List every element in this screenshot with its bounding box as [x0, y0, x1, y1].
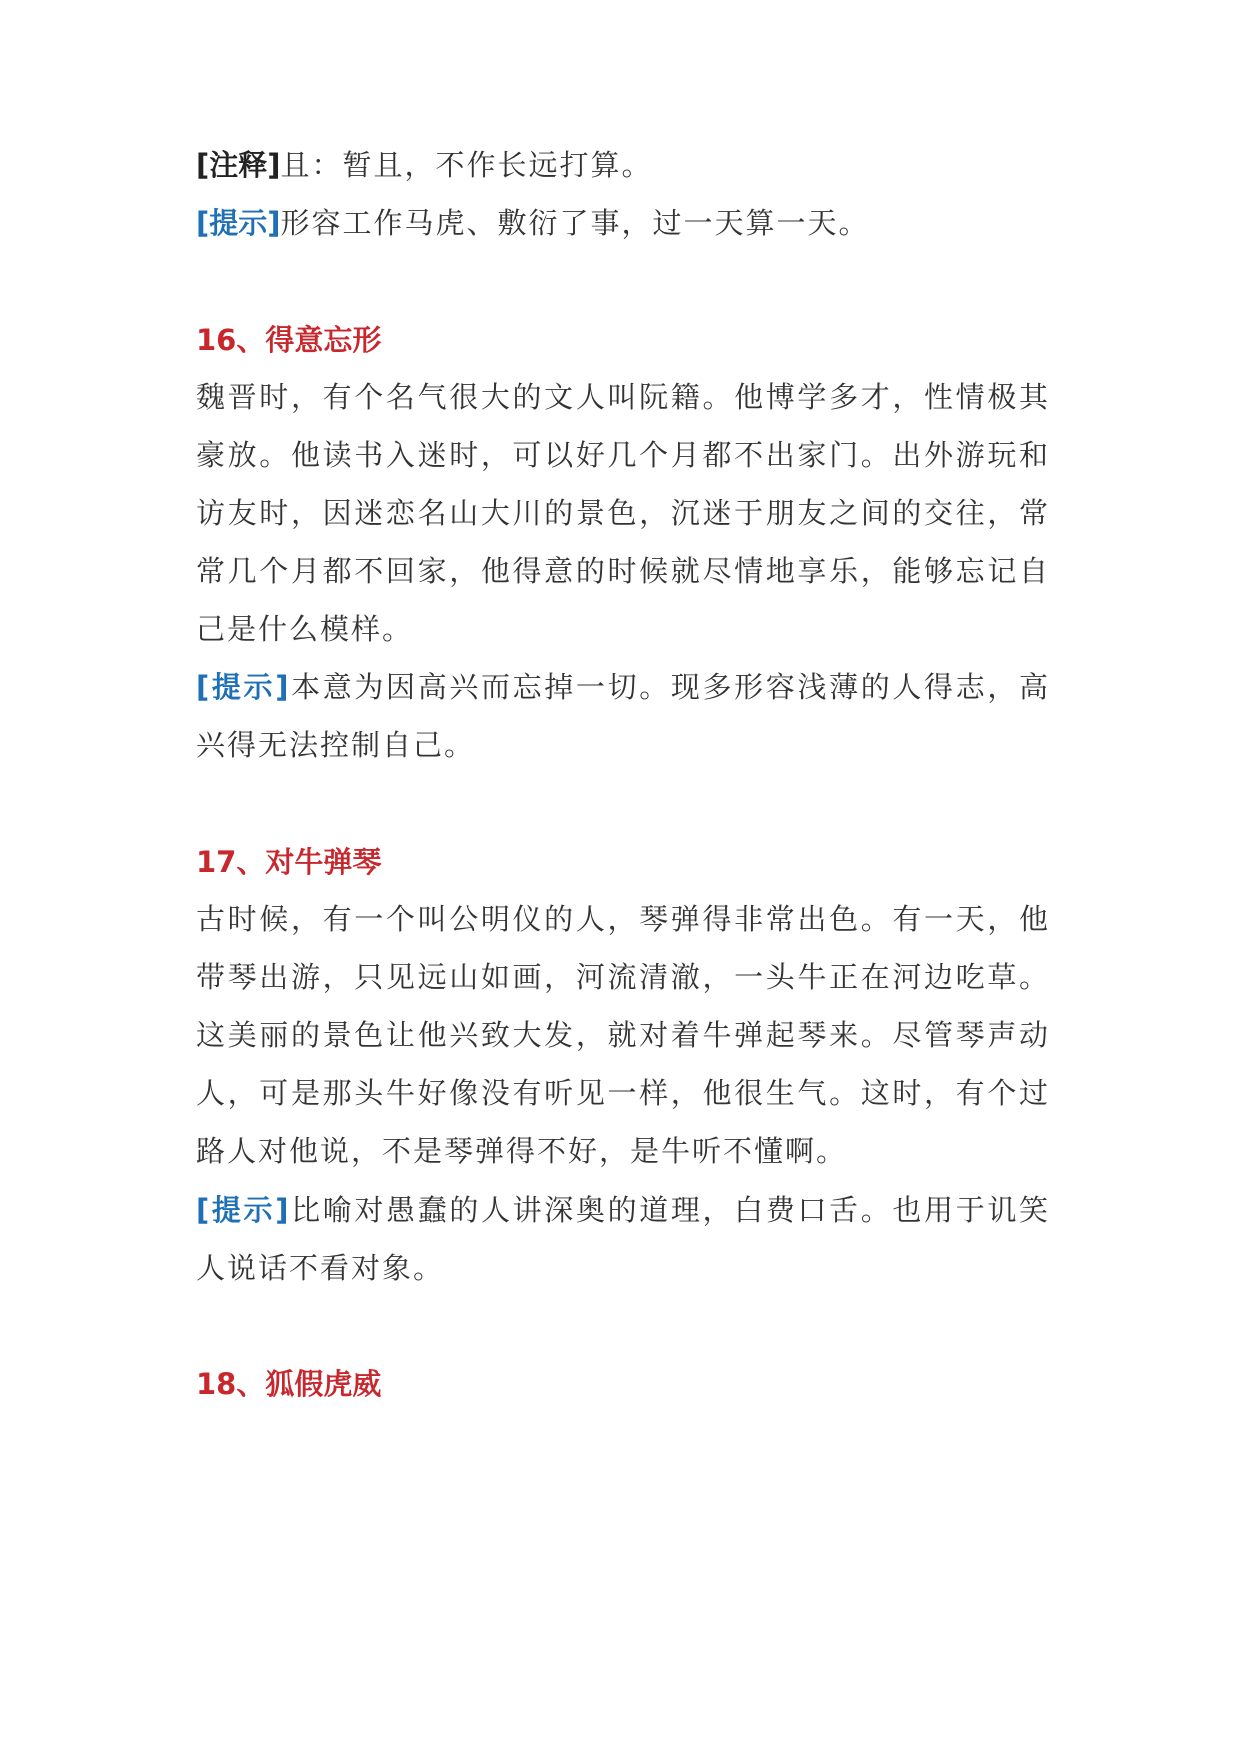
section-16-line-4: 常几个月都不回家，他得意的时候就尽情地享乐，能够忘记自 — [196, 554, 1048, 588]
section-16-line-3: 访友时，因迷恋名山大川的景色，沉迷于朋友之间的交往，常 — [196, 496, 1048, 530]
note-paragraph — [196, 145, 1048, 185]
section-17-title: 17、对牛弹琴 — [196, 845, 382, 879]
section-17-hint — [196, 1190, 1048, 1230]
section-16-line-1: 魏晋时，有个名气很大的文人叫阮籍。他博学多才，性情极其 — [196, 380, 1048, 414]
section-16-hint-text: 本意为因高兴而忘掉一切。现多形容浅薄的人得志，高 — [288, 670, 1048, 704]
section-17-line-4: 人，可是那头牛好像没有听见一样，他很生气。这时，有个过 — [196, 1076, 1048, 1110]
hint-tag: [提示] — [196, 206, 281, 240]
section-18-title: 18、狐假虎威 — [196, 1367, 382, 1401]
section-17-hint-line-2: 人说话不看对象。 — [196, 1251, 445, 1285]
section-17-line-2: 带琴出游，只见远山如画，河流清澈，一头牛正在河边吃草。 — [196, 960, 1048, 994]
section-16-hint-line-2: 兴得无法控制自己。 — [196, 728, 476, 762]
section-17-hint-text: 比喻对愚蠢的人讲深奥的道理，白费口舌。也用于讥笑 — [288, 1193, 1048, 1227]
section-16-line-2: 豪放。他读书入迷时，可以好几个月都不出家门。出外游玩和 — [196, 438, 1048, 472]
section-17-line-3: 这美丽的景色让他兴致大发，就对着牛弹起琴来。尽管琴声动 — [196, 1018, 1048, 1052]
hint-tag: [提示] — [196, 670, 289, 704]
section-16-hint — [196, 667, 1048, 707]
note-text: 且：暂且，不作长远打算。 — [280, 148, 653, 182]
section-16-title: 16、得意忘形 — [196, 323, 382, 357]
section-16-line-5: 己是什么模样。 — [196, 612, 414, 646]
hint-paragraph — [196, 203, 1048, 243]
note-tag: [注释] — [196, 148, 281, 182]
section-17-line-5: 路人对他说，不是琴弹得不好，是牛听不懂啊。 — [196, 1134, 848, 1168]
hint-tag: [提示] — [196, 1193, 289, 1227]
hint-text: 形容工作马虎、敷衍了事，过一天算一天。 — [280, 206, 870, 240]
section-17-line-1: 古时候，有一个叫公明仪的人，琴弹得非常出色。有一天，他 — [196, 902, 1048, 936]
